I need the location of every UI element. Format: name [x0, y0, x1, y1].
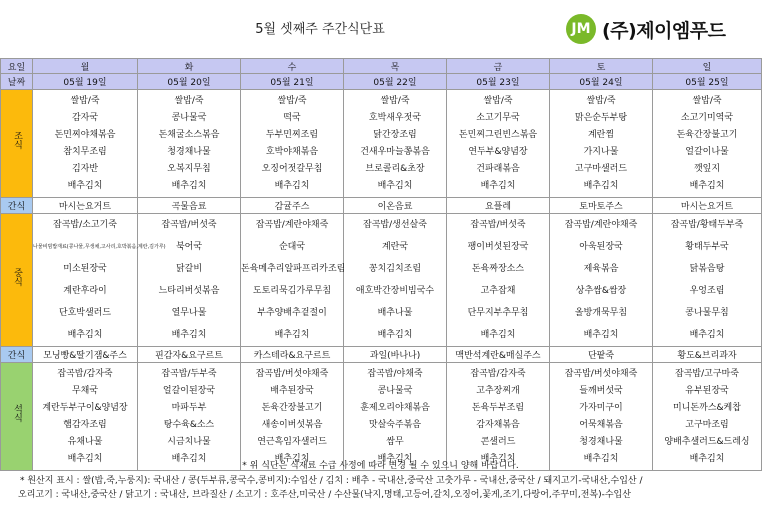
menu-item: 고구마조림 [685, 419, 729, 430]
snack1-sat: 토마토주스 [550, 198, 653, 214]
snack2-wed: 카스테라&요구르트 [241, 347, 344, 363]
dinner-cell [344, 363, 447, 471]
dinner-cell [33, 363, 138, 471]
menu-item: 양배추샐러드&드레싱 [664, 436, 750, 447]
menu-item: 돈민찌야채볶음 [54, 129, 116, 140]
menu-item: 청경채나물 [579, 436, 623, 447]
dinner-cell [138, 363, 241, 471]
menu-item: 배추김치 [689, 330, 725, 340]
dinner-cell [550, 363, 653, 471]
origin-line-1: * 원산지 표시 : 쌀(밥,죽,누룽지): 국내산 / 콩(두부류,콩국수,콩비지):수입산 / 김치 : 배추 - 국내산,중국산 고춧가루 - 국내산,중국산 / 돼지고기-국내산,수입산 / [20, 476, 643, 486]
menu-item: 가지나물 [583, 146, 619, 157]
lunch-items [447, 214, 549, 346]
dinner-label [1, 363, 33, 471]
breakfast-cell [138, 90, 241, 198]
day-mon: 월 [33, 59, 138, 74]
menu-item: 콩나물국 [377, 385, 413, 396]
menu-item: 돈육간장불고기 [261, 402, 323, 413]
menu-item: 배추김치 [480, 330, 516, 340]
menu-item: 돈육짜장소스 [471, 264, 525, 274]
menu-item: 탕수육&소스 [163, 419, 215, 430]
snack-row-2 [1, 347, 762, 363]
snack-label-2: 간식 [1, 347, 33, 363]
menu-item: 참치무조림 [63, 146, 107, 157]
breakfast-row [1, 90, 762, 198]
menu-item: 가자미구이 [579, 402, 623, 413]
lunch-items [550, 214, 652, 346]
dinner-items [33, 366, 137, 468]
menu-item: 잡곡밥/버섯죽 [470, 220, 526, 230]
snack1-tue: 곡물음료 [138, 198, 241, 214]
origin-line-2: 오리고기 : 국내산,중국산 / 닭고기 : 국내산, 브라질산 / 소고기 : 호주산,미국산 / 수산물(낙지,명태,고등어,갈치,오징어,꽃게,조기,다랑어,주꾸미,전복)-수입산 [18, 490, 631, 500]
menu-item: 쌀밥/죽 [70, 95, 100, 106]
date-sat: 05월 24일 [550, 74, 653, 90]
lunch-cell [33, 214, 166, 347]
menu-item: 고구마샐러드 [574, 163, 628, 174]
menu-item: 쌀밥/죽 [483, 95, 513, 106]
menu-item: 콩나물무침 [685, 308, 729, 318]
breakfast-items [447, 93, 549, 195]
menu-item: 열무나물 [171, 308, 207, 318]
menu-item: 닭간장조림 [373, 129, 417, 140]
menu-item: 계란찜 [587, 129, 615, 140]
snack-row-1 [1, 198, 762, 214]
menu-item: 배추김치 [171, 453, 207, 464]
menu-item: 나물비빔밥재료(콩나물,무생채,고사리,호박볶음,계란,김가루) [33, 244, 166, 250]
menu-item: 새송이버섯볶음 [261, 419, 323, 430]
menu-item: 배추김치 [171, 330, 207, 340]
menu-item: 잡곡밥/야채죽 [367, 368, 423, 379]
menu-item: 쌀밥/죽 [380, 95, 410, 106]
menu-item: 잡곡밥/생선살죽 [363, 220, 427, 230]
menu-item: 유부된장국 [685, 385, 729, 396]
day-fri: 금 [447, 59, 550, 74]
menu-item: 잡곡밥/소고기죽 [53, 220, 117, 230]
menu-item: 얼갈이나물 [685, 146, 729, 157]
dinner-items [138, 366, 240, 468]
menu-item: 호박새우젓국 [368, 112, 422, 123]
menu-item: 브로콜리&초장 [365, 163, 425, 174]
menu-item: 감자국 [71, 112, 99, 123]
menu-item: 단무지부추무침 [467, 308, 529, 318]
date-sun: 05월 25일 [653, 74, 762, 90]
menu-item: 마파두부 [171, 402, 207, 413]
menu-item: 잡곡밥/계란야채죽 [564, 220, 638, 230]
menu-item: 소고기미역국 [680, 112, 734, 123]
snack1-sun: 마시는요거트 [653, 198, 762, 214]
breakfast-cell [550, 90, 653, 198]
lunch-row [1, 214, 762, 347]
menu-item: 도토리묵김가루무침 [252, 286, 332, 296]
lunch-items [241, 214, 346, 346]
menu-item: 돈민찌그린빈스볶음 [458, 129, 538, 140]
menu-item: 배추김치 [583, 180, 619, 191]
lunch-cell [344, 214, 447, 347]
menu-item: 떡국 [283, 112, 301, 123]
page-title: 5월 셋째주 주간식단표 [255, 22, 385, 37]
menu-item: 시금치나물 [167, 436, 211, 447]
menu-item: 닭볶음탕 [689, 264, 725, 274]
menu-item: 건파래볶음 [476, 163, 520, 174]
breakfast-items [653, 93, 761, 195]
menu-item: 잡곡밥/버섯야채죽 [564, 368, 638, 379]
menu-item: 애호박간장비빔국수 [355, 286, 435, 296]
lunch-cell [241, 214, 344, 347]
menu-item: 배추김치 [171, 180, 207, 191]
snack2-sat: 단팥죽 [550, 347, 653, 363]
menu-item: 들깨버섯국 [579, 385, 623, 396]
menu-item: 쌀밥/죽 [586, 95, 616, 106]
menu-item: 소고기무국 [476, 112, 520, 123]
dinner-cell [653, 363, 762, 471]
menu-item: 맑은순두부탕 [574, 112, 628, 123]
menu-item: 청경채나물 [167, 146, 211, 157]
dinner-row [1, 363, 762, 471]
menu-item: 유채나물 [67, 436, 103, 447]
menu-item: 올방개묵무침 [574, 308, 628, 318]
dinner-cell [447, 363, 550, 471]
menu-item: 김자반 [71, 163, 99, 174]
day-thu: 목 [344, 59, 447, 74]
menu-item: 잡곡밥/감자죽 [57, 368, 113, 379]
snack2-tue: 핀감자&요구르트 [138, 347, 241, 363]
menu-item: 두부민찌조림 [265, 129, 319, 140]
dinner-items [447, 366, 549, 468]
menu-item: 계란후라이 [63, 286, 107, 296]
day-sat: 토 [550, 59, 653, 74]
date-wed: 05월 21일 [241, 74, 344, 90]
lunch-cell [653, 214, 762, 347]
menu-item: 배추김치 [480, 180, 516, 191]
menu-item: 우엉조림 [689, 286, 725, 296]
menu-item: 배추김치 [274, 453, 310, 464]
menu-item: 건새우마늘쫑볶음 [360, 146, 430, 157]
day-tue: 화 [138, 59, 241, 74]
lunch-label-text: 중식 [12, 267, 22, 286]
dinner-items [241, 366, 343, 468]
menu-item: 단호박샐러드 [58, 308, 112, 318]
menu-item: 배추김치 [480, 453, 516, 464]
breakfast-cell [653, 90, 762, 198]
date-tue: 05월 20일 [138, 74, 241, 90]
dinner-label-text: 석식 [12, 404, 22, 422]
menu-item: 훈제오리야채볶음 [360, 402, 430, 413]
menu-item: 북어국 [175, 242, 203, 252]
menu-item: 연근흑임자샐러드 [257, 436, 327, 447]
menu-item: 잡곡밥/버섯야채죽 [255, 368, 329, 379]
dinner-items [344, 366, 446, 468]
menu-item: 아욱된장국 [579, 242, 623, 252]
menu-item: 고추잡채 [480, 286, 516, 296]
menu-item: 계란국 [381, 242, 409, 252]
breakfast-cell [447, 90, 550, 198]
breakfast-label-text: 조식 [12, 131, 22, 149]
breakfast-label [1, 90, 33, 198]
menu-item: 배추김치 [689, 453, 725, 464]
dinner-items [653, 366, 761, 468]
day-wed: 수 [241, 59, 344, 74]
menu-item: 배추김치 [377, 180, 413, 191]
menu-item: 배추김치 [67, 180, 103, 191]
menu-item: 돈육두부조림 [471, 402, 525, 413]
company-logo [566, 12, 726, 46]
menu-item: 어묵채볶음 [579, 419, 623, 430]
menu-item: 잡곡밥/버섯죽 [161, 220, 217, 230]
menu-item: 잡곡밥/고구마죽 [675, 368, 739, 379]
menu-item: 배추김치 [274, 180, 310, 191]
day-row [1, 59, 762, 74]
breakfast-items [344, 93, 446, 195]
breakfast-items [241, 93, 343, 195]
menu-item: 잡곡밥/두부죽 [161, 368, 217, 379]
logo-text: (주)제이엠푸드 [602, 19, 726, 42]
snack1-wed: 감귤주스 [241, 198, 344, 214]
menu-item: 배추김치 [377, 330, 413, 340]
menu-item: 배추나물 [377, 308, 413, 318]
menu-item: 돈육메추리알파프리카조림 [241, 264, 346, 274]
menu-item: 돈육간장불고기 [676, 129, 738, 140]
menu-item: 배추김치 [689, 180, 725, 191]
date-fri: 05월 23일 [447, 74, 550, 90]
menu-item: 고추장찌개 [476, 385, 520, 396]
menu-item: 오복지무침 [167, 163, 211, 174]
menu-item: 닭갈비 [175, 264, 203, 274]
menu-item: 오징어젓갈무침 [261, 163, 323, 174]
date-mon: 05월 19일 [33, 74, 138, 90]
menu-item: 상추쌈&쌈장 [575, 286, 627, 296]
lunch-items [344, 214, 446, 346]
menu-item: 깻잎지 [693, 163, 721, 174]
snack2-thu: 과일(바나나) [344, 347, 447, 363]
snack2-mon: 모닝빵&딸기잼&주스 [33, 347, 138, 363]
menu-item: 호박야채볶음 [265, 146, 319, 157]
menu-item: 느타리버섯볶음 [158, 286, 220, 296]
menu-item: 얼갈이된장국 [162, 385, 216, 396]
menu-item: 황태두부국 [685, 242, 729, 252]
breakfast-items [550, 93, 652, 195]
snack2-fri: 맥반석계란&매실주스 [447, 347, 550, 363]
menu-item: 계란두부구이&양념장 [42, 402, 128, 413]
menu-item: 배추김치 [377, 453, 413, 464]
menu-item: 콘샐러드 [480, 436, 516, 447]
menu-item: 꽁치김치조림 [368, 264, 422, 274]
notice-change: * 위 식단은 식재료 수급 사정에 따라 변경 될 수 있으니 양해 바랍니다. [242, 461, 519, 471]
breakfast-cell [33, 90, 138, 198]
menu-item: 잡곡밥/황태두부죽 [670, 220, 744, 230]
menu-item: 팽이버섯된장국 [467, 242, 529, 252]
date-thu: 05월 22일 [344, 74, 447, 90]
day-sun: 일 [653, 59, 762, 74]
date-row [1, 74, 762, 90]
menu-item: 배추김치 [583, 330, 619, 340]
lunch-cell [447, 214, 550, 347]
menu-item: 배추김치 [67, 453, 103, 464]
dinner-items [550, 366, 652, 468]
breakfast-items [33, 93, 137, 195]
menu-item: 배추김치 [67, 330, 103, 340]
date-label: 날짜 [1, 74, 33, 90]
menu-item: 잡곡밥/계란야채죽 [255, 220, 329, 230]
header [0, 0, 761, 58]
menu-item: 제육볶음 [583, 264, 619, 274]
day-label: 요일 [1, 59, 33, 74]
dinner-cell [241, 363, 344, 471]
lunch-label [1, 214, 33, 347]
logo-mark: JM [566, 14, 596, 44]
menu-item: 미니돈까스&케찹 [673, 402, 741, 413]
menu-item: 쌈무 [386, 436, 404, 447]
menu-item: 배추된장국 [270, 385, 314, 396]
menu-item: 콩나물국 [171, 112, 207, 123]
menu-item: 잡곡밥/감자죽 [470, 368, 526, 379]
lunch-items [138, 214, 240, 346]
menu-table [0, 58, 762, 471]
menu-item: 돈채굴소스볶음 [158, 129, 220, 140]
menu-item: 부추양배추겉절이 [257, 308, 327, 318]
menu-item: 쌀밥/죽 [277, 95, 307, 106]
breakfast-items [138, 93, 240, 195]
menu-item: 연두부&양념장 [468, 146, 528, 157]
snack1-fri: 요플레 [447, 198, 550, 214]
menu-item: 순대국 [278, 242, 306, 252]
menu-item: 맛살숙주볶음 [368, 419, 422, 430]
breakfast-cell [241, 90, 344, 198]
menu-item: 배추김치 [274, 330, 310, 340]
lunch-cell [138, 214, 241, 347]
menu-item: 미소된장국 [63, 264, 107, 274]
menu-item: 쌀밥/죽 [692, 95, 722, 106]
notes [0, 459, 761, 502]
lunch-items [653, 214, 761, 346]
menu-item: 햄감자조림 [63, 419, 107, 430]
lunch-cell [550, 214, 653, 347]
snack2-sun: 황도&브리과자 [653, 347, 762, 363]
menu-item: 무채국 [71, 385, 99, 396]
breakfast-cell [344, 90, 447, 198]
snack1-mon: 마시는요거트 [33, 198, 138, 214]
menu-item: 배추김치 [583, 453, 619, 464]
menu-item: 감자채볶음 [476, 419, 520, 430]
snack1-thu: 이온음료 [344, 198, 447, 214]
lunch-items [33, 214, 166, 346]
snack-label-1: 간식 [1, 198, 33, 214]
menu-item: 쌀밥/죽 [174, 95, 204, 106]
